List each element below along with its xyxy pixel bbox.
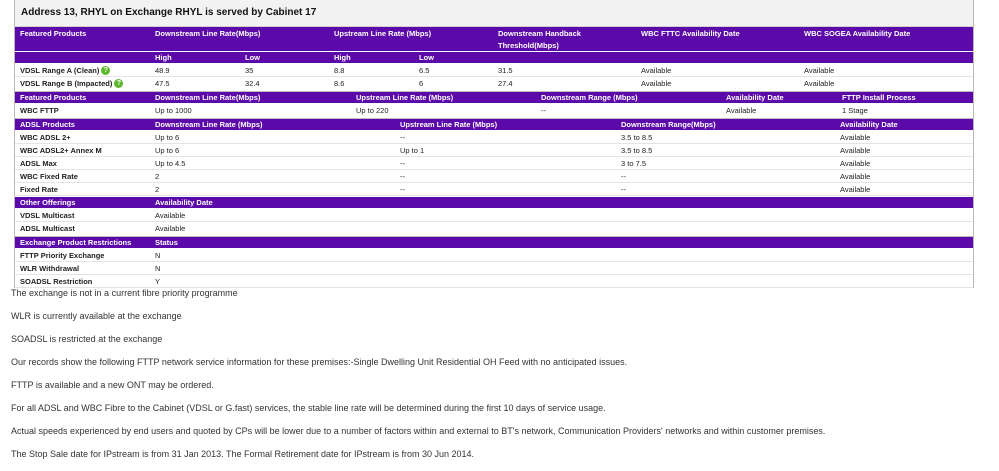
cell-range: 3.5 to 8.5 (621, 133, 653, 142)
vdsl-col-fttc: WBC FTTC Availability Date (641, 29, 740, 38)
cell-up: Up to 1 (400, 146, 425, 155)
sub-low-up: Low (419, 53, 434, 62)
table-row (15, 275, 973, 288)
restr-col-status: Status (155, 238, 178, 247)
restr-col-name: Exchange Product Restrictions (20, 238, 132, 247)
cell-ul: 6.5 (419, 66, 430, 75)
fttp-col-process: FTTP Install Process (842, 93, 916, 102)
vdsl-subheader (15, 52, 973, 63)
help-icon[interactable]: ? (114, 79, 123, 88)
cell-down: Up to 6 (155, 146, 180, 155)
cell-range: -- (621, 172, 626, 181)
adsl-row-name: WBC ADSL 2+ (20, 133, 71, 142)
cell-avail: Available (155, 211, 186, 220)
table-row (15, 131, 973, 144)
cell-threshold: 27.4 (498, 79, 513, 88)
table-row (15, 157, 973, 170)
cell-uh: 8.8 (334, 66, 345, 75)
sub-high-down: High (155, 53, 172, 62)
vdsl-col-products: Featured Products (20, 29, 87, 38)
vdsl-col-sogea: WBC SOGEA Availability Date (804, 29, 911, 38)
cell-up: Up to 220 (356, 106, 389, 115)
restr-row-name: WLR Withdrawal (20, 264, 80, 273)
adsl-col-range: Downstream Range(Mbps) (621, 120, 716, 129)
sub-low-down: Low (245, 53, 260, 62)
cell-fttc: Available (641, 66, 672, 75)
cell-up: -- (400, 185, 405, 194)
cell-avail: Available (840, 172, 871, 181)
cell-status: Y (155, 277, 161, 286)
adsl-row-name: WBC Fixed Rate (20, 172, 78, 181)
sub-high-up: High (334, 53, 351, 62)
fttp-col-up: Upstream Line Rate (Mbps) (356, 93, 454, 102)
table-row (15, 170, 973, 183)
cell-avail: Available (155, 224, 186, 233)
cell-dh: 48.9 (155, 66, 170, 75)
note-line: Our records show the following FTTP network service information for these premises:-Single Dwelling Unit Residential OH Feed with no anticipated issues. (11, 357, 628, 367)
cell-status: N (155, 251, 161, 260)
note-line: WLR is currently available at the exchange (11, 311, 182, 321)
adsl-row-name: WBC ADSL2+ Annex M (20, 146, 102, 155)
adsl-col-products: ADSL Products (20, 120, 75, 129)
page-title: Address 13, RHYL on Exchange RHYL is served by Cabinet 17 (15, 0, 973, 27)
vdsl-header (15, 27, 973, 51)
table-row (15, 249, 973, 262)
restr-row-name: FTTP Priority Exchange (20, 251, 105, 260)
cell-avail: Available (840, 159, 871, 168)
cell-dh: 47.5 (155, 79, 170, 88)
cell-down: 2 (155, 172, 160, 181)
fttp-header (15, 92, 973, 103)
cell-dl: 35 (245, 66, 254, 75)
note-line: For all ADSL and WBC Fibre to the Cabinet (VDSL or G.fast) services, the stable line rate will be determined during the first 10 days of service usage. (11, 403, 606, 413)
adsl-col-up: Upstream Line Rate (Mbps) (400, 120, 498, 129)
note-line: SOADSL is restricted at the exchange (11, 334, 163, 344)
vdsl-col-threshold: Threshold(Mbps) (498, 41, 559, 50)
fttp-col-avail: Availability Date (726, 93, 784, 102)
note-line: Actual speeds experienced by end users and quoted by CPs will be lower due to a number of factors within and external to BT's network, Communication Providers' networks and within customer premises. (11, 426, 826, 436)
other-row-name: VDSL Multicast (20, 211, 75, 220)
cell-up: -- (400, 159, 405, 168)
cell-threshold: 31.5 (498, 66, 513, 75)
cell-down: Up to 6 (155, 133, 180, 142)
fttp-col-down: Downstream Line Rate(Mbps) (155, 93, 261, 102)
cell-sogea: Available (804, 66, 835, 75)
other-row-name: ADSL Multicast (20, 224, 75, 233)
help-icon[interactable]: ? (101, 66, 110, 75)
table-row (15, 144, 973, 157)
table-row (15, 183, 973, 196)
cell-ul: 6 (419, 79, 424, 88)
adsl-col-avail: Availability Date (840, 120, 898, 129)
fttp-col-products: Featured Products (20, 93, 87, 102)
note-line: The Stop Sale date for IPstream is from 31 Jan 2013. The Formal Retirement date for IPstream is from 30 Jun 2014. (11, 449, 475, 459)
vdsl-row-name: VDSL Range B (Impacted) (20, 79, 113, 88)
cell-down: 2 (155, 185, 160, 194)
cell-avail: Available (726, 106, 757, 115)
other-header (15, 197, 973, 208)
cell-status: N (155, 264, 161, 273)
cell-range: -- (541, 106, 546, 115)
adsl-row-name: ADSL Max (20, 159, 57, 168)
table-row (15, 64, 973, 77)
cell-uh: 8.6 (334, 79, 345, 88)
note-line: The exchange is not in a current fibre priority programme (11, 288, 238, 298)
other-col-avail: Availability Date (155, 198, 213, 207)
fttp-col-range: Downstream Range (Mbps) (541, 93, 638, 102)
cell-down: Up to 1000 (155, 106, 192, 115)
cell-avail: Available (840, 185, 871, 194)
vdsl-col-down: Downstream Line Rate(Mbps) (155, 29, 261, 38)
cell-up: -- (400, 133, 405, 142)
vdsl-col-handback: Downstream Handback (498, 29, 581, 38)
vdsl-col-up: Upstream Line Rate (Mbps) (334, 29, 432, 38)
availability-panel (14, 0, 974, 288)
other-col-name: Other Offerings (20, 198, 76, 207)
cell-range: -- (621, 185, 626, 194)
cell-fttc: Available (641, 79, 672, 88)
adsl-col-down: Downstream Line Rate (Mbps) (155, 120, 263, 129)
restr-row-name: SOADSL Restriction (20, 277, 93, 286)
cell-up: -- (400, 172, 405, 181)
cell-process: 1 Stage (842, 106, 868, 115)
adsl-row-name: Fixed Rate (20, 185, 58, 194)
cell-range: 3.5 to 8.5 (621, 146, 653, 155)
cell-down: Up to 4.5 (155, 159, 186, 168)
cell-sogea: Available (804, 79, 835, 88)
vdsl-row-name: VDSL Range A (Clean) (20, 66, 100, 75)
adsl-header (15, 119, 973, 130)
cell-avail: Available (840, 146, 871, 155)
cell-range: 3 to 7.5 (621, 159, 647, 168)
table-row (15, 262, 973, 275)
cell-avail: Available (840, 133, 871, 142)
note-line: FTTP is available and a new ONT may be ordered. (11, 380, 214, 390)
fttp-row-name: WBC FTTP (20, 106, 59, 115)
restrictions-header (15, 237, 973, 248)
cell-dl: 32.4 (245, 79, 260, 88)
table-row (15, 209, 973, 222)
